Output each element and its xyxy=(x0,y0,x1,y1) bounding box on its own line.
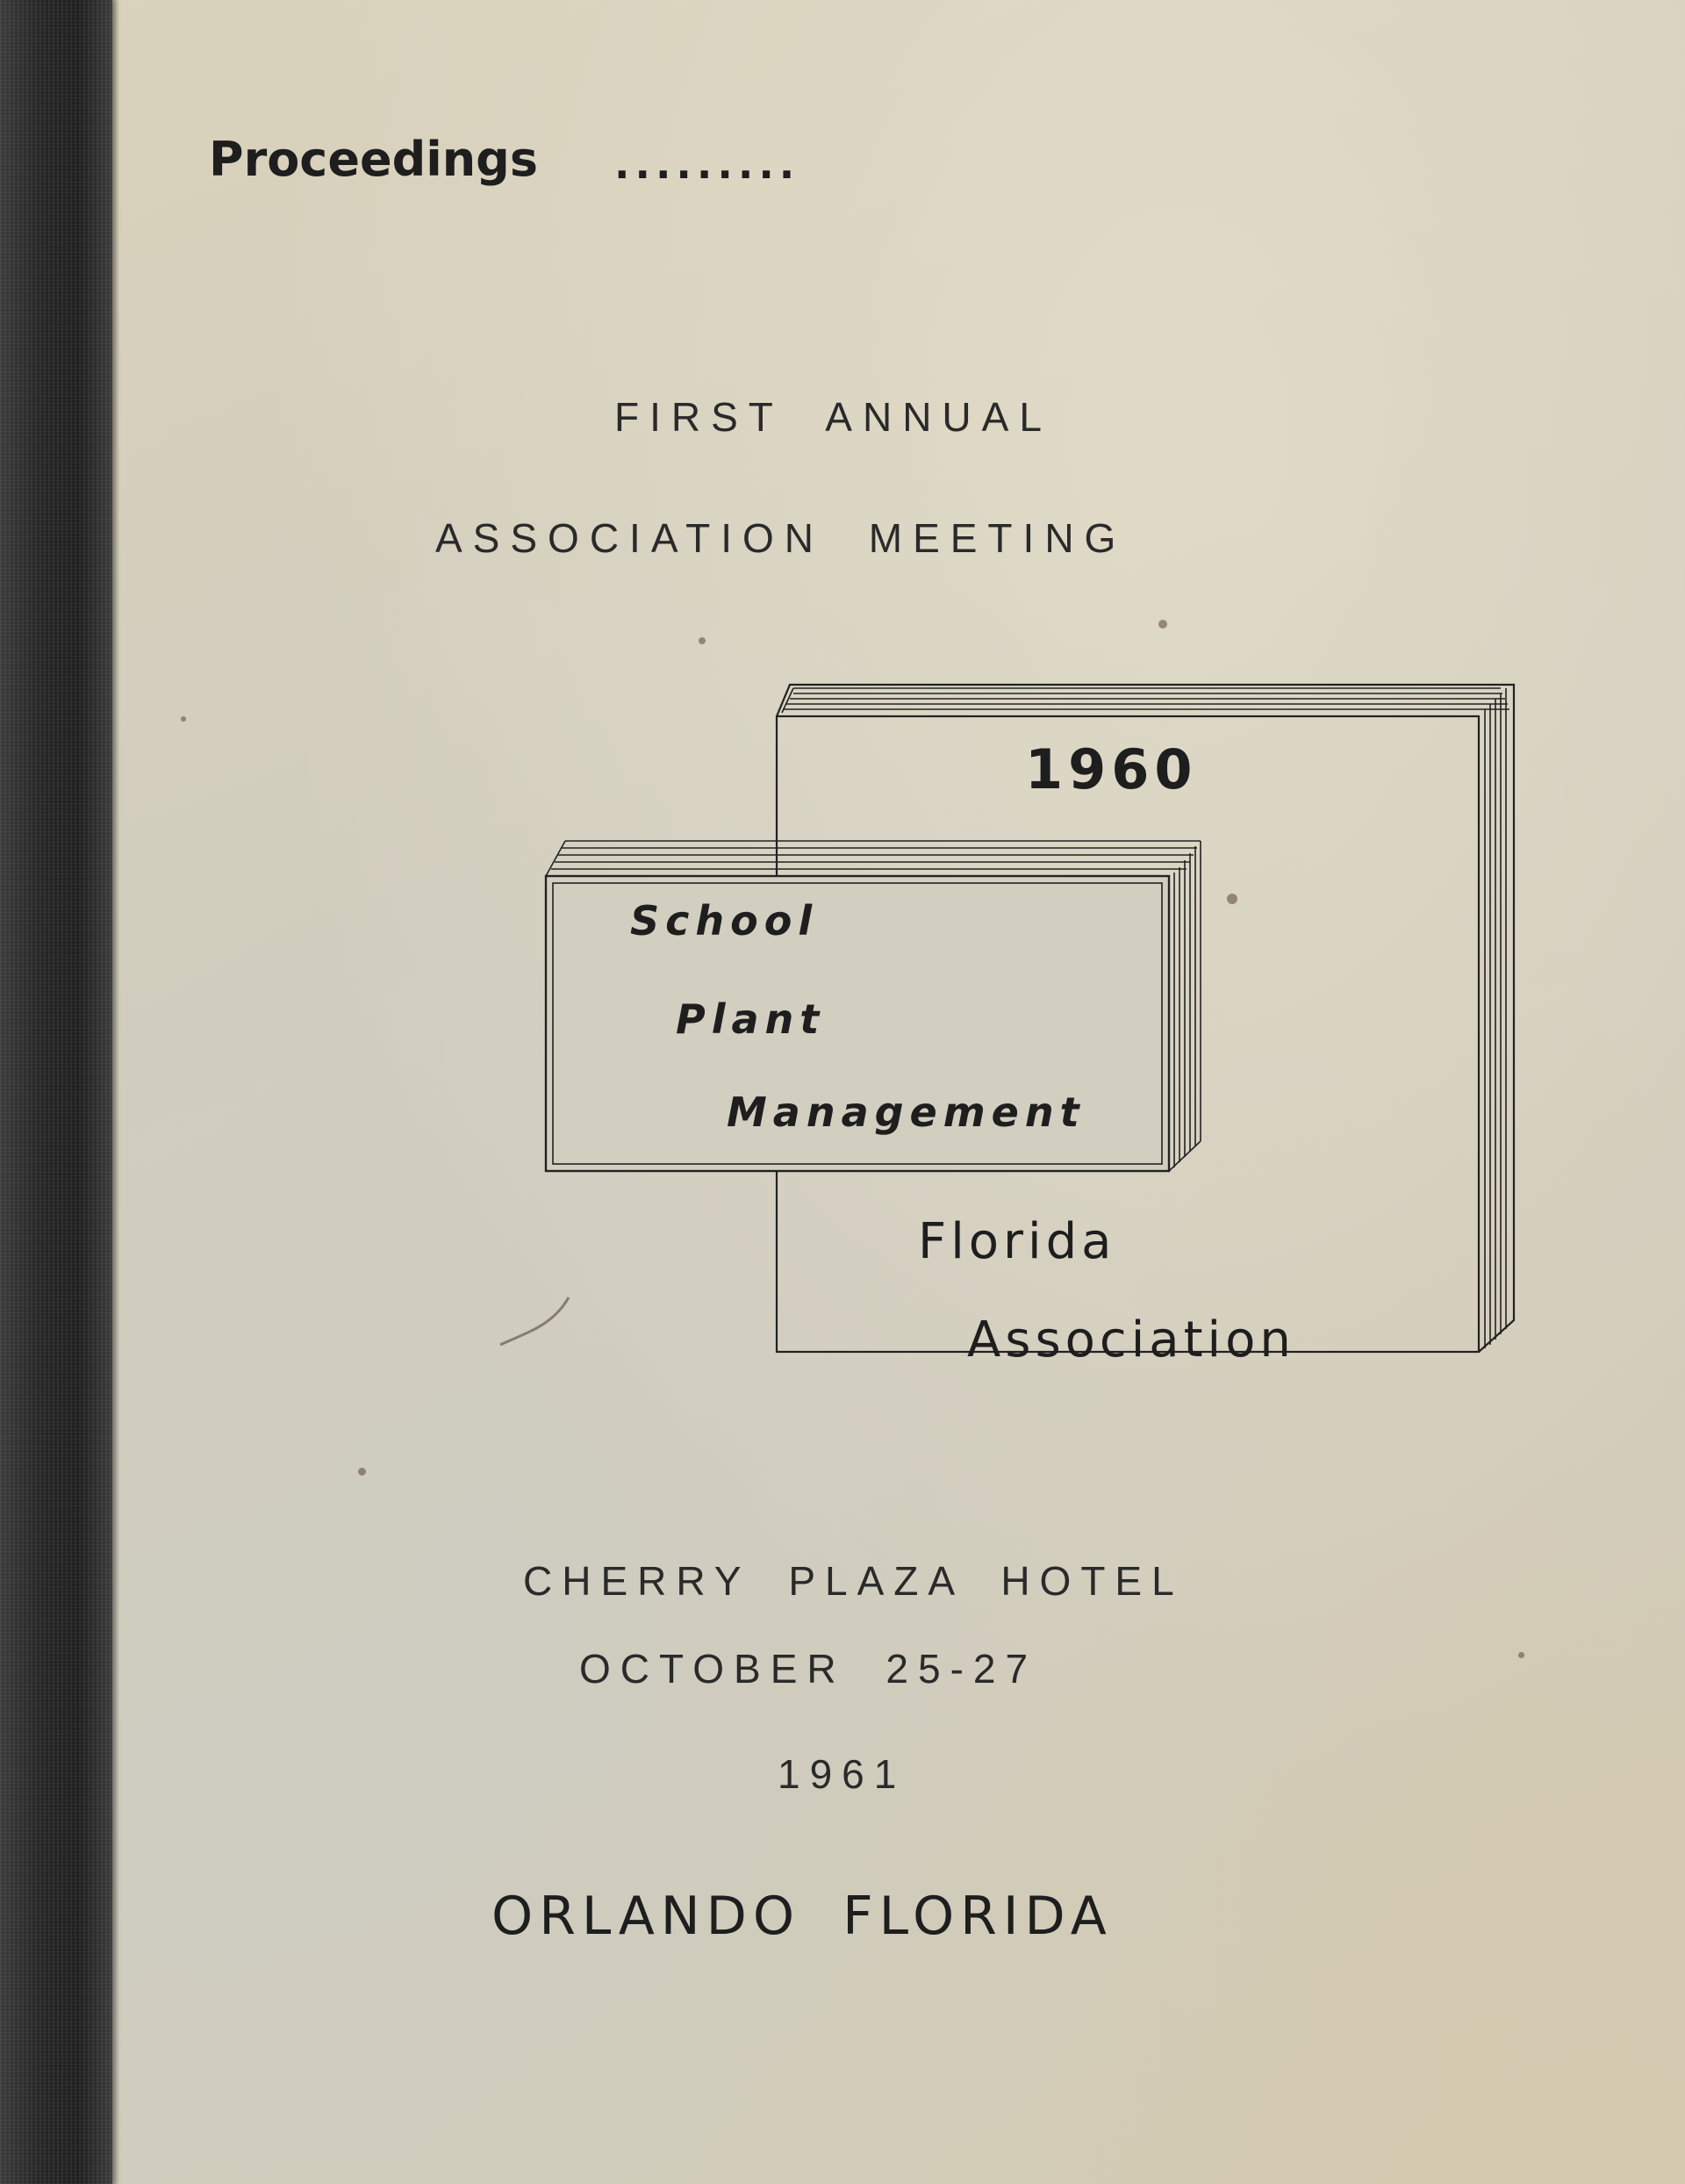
meeting-ordinal-line: FIRST ANNUAL xyxy=(614,394,1052,440)
stain-spot xyxy=(699,637,706,644)
emblem-outer-line-1: Florida xyxy=(918,1213,1116,1270)
dates-line: OCTOBER 25-27 xyxy=(579,1646,1038,1692)
emblem-outer-line-2: Association xyxy=(967,1311,1295,1369)
emblem-year: 1960 xyxy=(1025,737,1198,801)
cover-heading: Proceedings xyxy=(209,132,538,187)
cloth-binding-spine xyxy=(0,0,112,2184)
stain-spot xyxy=(181,716,186,722)
emblem-inner-line-3: Management xyxy=(727,1088,1086,1136)
venue-line: CHERRY PLAZA HOTEL xyxy=(523,1558,1184,1604)
heading-leader-dots: ......... xyxy=(614,140,800,188)
emblem-inner-line-2: Plant xyxy=(676,995,826,1043)
stain-spot xyxy=(358,1468,366,1476)
spine-shadow xyxy=(112,0,119,2184)
location-line: ORLANDO FLORIDA xyxy=(491,1886,1113,1947)
stain-spot xyxy=(1158,620,1167,629)
emblem-inner-line-1: School xyxy=(630,897,819,945)
year-line: 1961 xyxy=(778,1751,907,1797)
meeting-title-line: ASSOCIATION MEETING xyxy=(435,515,1127,561)
stain-spot xyxy=(1518,1652,1524,1658)
